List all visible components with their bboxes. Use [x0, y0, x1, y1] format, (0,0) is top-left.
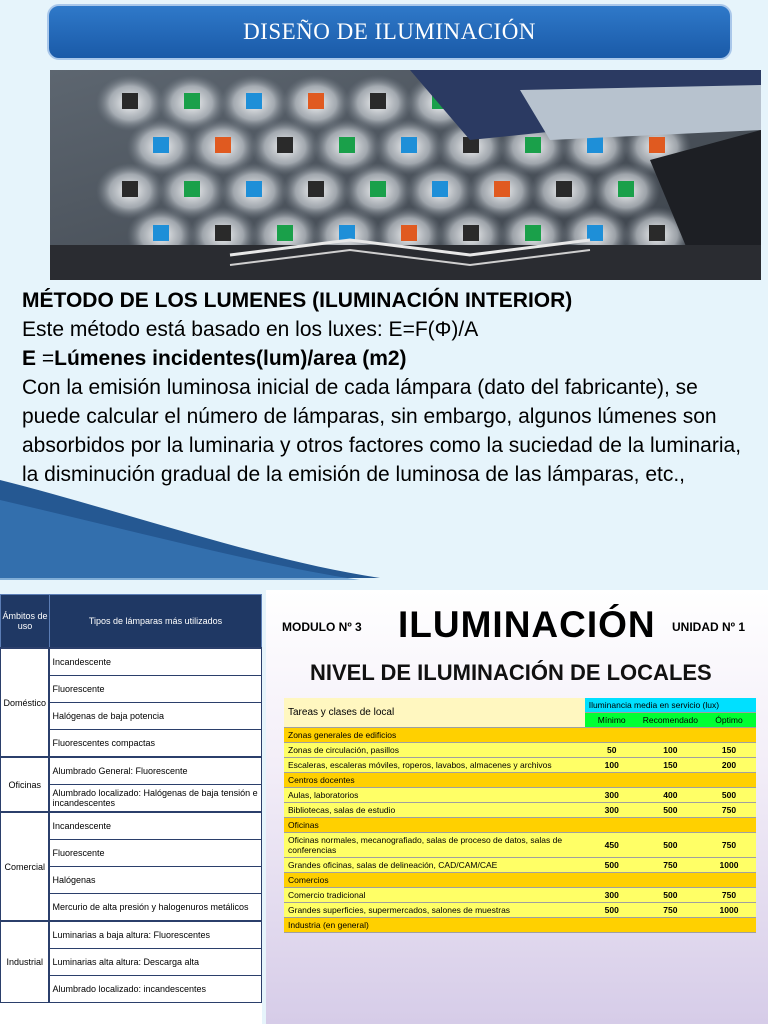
- lamp-type-cell: Luminarias a baja altura: Fluorescentes: [49, 921, 261, 949]
- lamp-type-cell: Alumbrado General: Fluorescente: [49, 757, 261, 785]
- wall-light-fixture: [122, 181, 138, 197]
- lamp-type-cell: Fluorescente: [49, 676, 261, 703]
- lamp-type-cell: Fluorescentes compactas: [49, 730, 261, 758]
- level-row: [284, 743, 756, 758]
- level-row: [284, 888, 756, 903]
- lamp-table-row: [1, 757, 262, 785]
- wall-light-fixture: [184, 181, 200, 197]
- col-opt-header: Óptimo: [702, 713, 756, 728]
- lux-opt-cell: 150: [702, 743, 756, 758]
- lux-rec-cell: 500: [639, 833, 702, 858]
- lux-opt-cell: 200: [702, 758, 756, 773]
- lux-min-cell: 100: [585, 758, 639, 773]
- task-cell: Aulas, laboratorios: [284, 788, 585, 803]
- panel-subtitle: NIVEL DE ILUMINACIÓN DE LOCALES: [310, 660, 712, 685]
- lamp-type-cell: Halógenas: [49, 867, 261, 894]
- wall-light-fixture: [587, 137, 603, 153]
- lamp-type-cell: Incandescente: [49, 812, 261, 840]
- lux-rec-cell: 750: [639, 903, 702, 918]
- lux-rec-cell: 100: [639, 743, 702, 758]
- col-task-header: Tareas y clases de local: [284, 698, 585, 728]
- ambito-cell: Industrial: [1, 921, 50, 1003]
- wall-light-fixture: [339, 137, 355, 153]
- wall-light-fixture: [308, 93, 324, 109]
- lamp-type-cell: Halógenas de baja potencia: [49, 703, 261, 730]
- wall-light-fixture: [246, 93, 262, 109]
- lux-opt-cell: 1000: [702, 858, 756, 873]
- formula-text: Lúmenes incidentes(lum)/area (m2): [54, 347, 407, 370]
- wall-light-fixture: [122, 93, 138, 109]
- wall-light-fixture: [525, 225, 541, 241]
- wall-light-fixture: [432, 181, 448, 197]
- wall-light-fixture: [153, 137, 169, 153]
- lux-rec-cell: 500: [639, 888, 702, 903]
- col-min-header: Mínimo: [585, 713, 639, 728]
- wall-light-fixture: [246, 181, 262, 197]
- lamp-type-cell: Alumbrado localizado: Halógenas de baja tensión e incandescentes: [49, 785, 261, 813]
- wall-light-fixture: [649, 225, 665, 241]
- lux-opt-cell: 750: [702, 888, 756, 903]
- task-cell: Grandes superficies, supermercados, salones de muestras: [284, 903, 585, 918]
- lux-min-cell: 500: [585, 858, 639, 873]
- task-cell: Escaleras, escaleras móviles, roperos, lavabos, almacenes y archivos: [284, 758, 585, 773]
- lux-min-cell: 300: [585, 803, 639, 818]
- lux-rec-cell: 400: [639, 788, 702, 803]
- lux-min-cell: 300: [585, 888, 639, 903]
- formula-line: Este método está basado en los luxes: E=F(Φ)/A: [22, 318, 479, 341]
- slide-title-text: DISEÑO DE ILUMINACIÓN: [243, 19, 536, 44]
- task-cell: Grandes oficinas, salas de delineación, CAD/CAM/CAE: [284, 858, 585, 873]
- section-label: Comercios: [284, 873, 756, 888]
- wall-light-fixture: [339, 225, 355, 241]
- wall-light-fixture: [494, 181, 510, 197]
- section-label: Industria (en general): [284, 918, 756, 933]
- ambito-cell: Doméstico: [1, 648, 50, 757]
- wall-light-fixture: [401, 225, 417, 241]
- wall-light-fixture: [215, 137, 231, 153]
- illumination-levels-panel: [266, 590, 768, 1024]
- lux-opt-cell: 750: [702, 833, 756, 858]
- lux-rec-cell: 150: [639, 758, 702, 773]
- wall-light-fixture: [308, 181, 324, 197]
- task-cell: Comercio tradicional: [284, 888, 585, 903]
- wall-light-fixture: [153, 225, 169, 241]
- level-row: [284, 803, 756, 818]
- lamp-table-row: [1, 648, 262, 676]
- wall-light-fixture: [618, 181, 634, 197]
- panel-header: [266, 590, 768, 650]
- wall-light-fixture: [277, 137, 293, 153]
- task-cell: Bibliotecas, salas de estudio: [284, 803, 585, 818]
- lamp-types-table-panel: [0, 594, 262, 1024]
- lux-rec-cell: 500: [639, 803, 702, 818]
- wall-light-fixture: [215, 225, 231, 241]
- level-row: [284, 903, 756, 918]
- ambito-cell: Oficinas: [1, 757, 50, 812]
- wall-light-fixture: [463, 225, 479, 241]
- lamp-type-cell: Incandescente: [49, 648, 261, 676]
- lamp-type-cell: Fluorescente: [49, 840, 261, 867]
- wall-light-fixture: [370, 93, 386, 109]
- lux-min-cell: 300: [585, 788, 639, 803]
- col-lux-header: Iluminancia media en servicio (lux): [585, 698, 756, 713]
- lamp-types-table: [0, 594, 262, 1003]
- section-label: Zonas generales de edificios: [284, 728, 756, 743]
- ambito-cell: Comercial: [1, 812, 50, 921]
- section-label: Centros docentes: [284, 773, 756, 788]
- wall-light-fixture: [184, 93, 200, 109]
- lamp-table-row: [1, 921, 262, 949]
- section-row: [284, 818, 756, 833]
- header-ambito: Ámbitos de uso: [1, 595, 50, 649]
- method-description: [22, 286, 752, 489]
- section-row: [284, 728, 756, 743]
- unidad-label: UNIDAD Nº 1: [672, 620, 746, 634]
- lux-opt-cell: 1000: [702, 903, 756, 918]
- lighting-wall-illustration: [50, 70, 761, 280]
- task-cell: Oficinas normales, mecanografiado, salas de proceso de datos, salas de conferencias: [284, 833, 585, 858]
- level-row: [284, 833, 756, 858]
- lux-rec-cell: 750: [639, 858, 702, 873]
- lux-min-cell: 50: [585, 743, 639, 758]
- header-tipos: Tipos de lámparas más utilizados: [49, 595, 261, 649]
- modulo-label: MODULO Nº 3: [282, 620, 362, 634]
- lux-opt-cell: 500: [702, 788, 756, 803]
- lux-min-cell: 450: [585, 833, 639, 858]
- level-row: [284, 858, 756, 873]
- formula-eq: =: [36, 347, 55, 370]
- wall-light-fixture: [649, 137, 665, 153]
- lamp-type-cell: Mercurio de alta presión y halogenuros metálicos: [49, 894, 261, 922]
- decorative-swoosh: [0, 470, 768, 580]
- level-row: [284, 788, 756, 803]
- wall-light-fixture: [277, 225, 293, 241]
- wall-light-fixture: [556, 181, 572, 197]
- lux-opt-cell: 750: [702, 803, 756, 818]
- lamp-type-cell: Luminarias alta altura: Descarga alta: [49, 949, 261, 976]
- lamp-table-row: [1, 812, 262, 840]
- formula-definition: [22, 344, 752, 373]
- panel-main-title: ILUMINACIÓN: [398, 604, 656, 645]
- lamp-type-cell: Alumbrado localizado: incandescentes: [49, 976, 261, 1003]
- formula-e: E: [22, 347, 37, 370]
- level-row: [284, 758, 756, 773]
- lighting-wall-photo: [50, 70, 761, 280]
- wall-light-fixture: [370, 181, 386, 197]
- section-row: [284, 918, 756, 933]
- task-cell: Zonas de circulación, pasillos: [284, 743, 585, 758]
- method-heading: MÉTODO DE LOS LUMENES (ILUMINACIÓN INTERIOR): [22, 289, 573, 312]
- method-paragraph: Con la emisión luminosa inicial de cada lámpara (dato del fabricante), se puede calcular el número de lámparas, sin embargo, algunos lúmenes son absorbidos por la luminaria y otros factores como la suciedad de la luminaria, la disminución gradual de la emisión de luminosa de las lámparas, etc.,: [22, 376, 742, 486]
- illumination-levels-table: [284, 698, 756, 933]
- lux-min-cell: 500: [585, 903, 639, 918]
- wall-light-fixture: [525, 137, 541, 153]
- wall-light-fixture: [401, 137, 417, 153]
- section-label: Oficinas: [284, 818, 756, 833]
- slide-title: [47, 4, 732, 60]
- section-row: [284, 773, 756, 788]
- col-rec-header: Recomendado: [639, 713, 702, 728]
- section-row: [284, 873, 756, 888]
